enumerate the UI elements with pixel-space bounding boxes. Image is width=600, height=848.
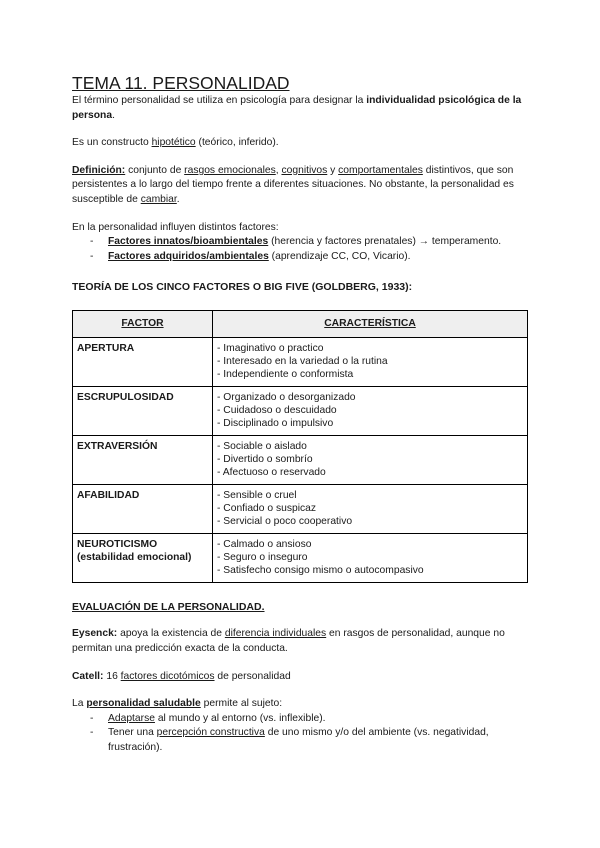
characteristic-item: - Cuidadoso o descuidado	[217, 405, 523, 418]
factor-text: (herencia y factores prenatales) → temperamento.	[268, 236, 502, 248]
catell-paragraph	[72, 670, 528, 685]
catell-text-1: 16	[103, 670, 121, 682]
characteristic-item: - Interesado en la variedad o la rutina	[217, 356, 523, 369]
factor-text: (aprendizaje CC, CO, Vicario).	[268, 250, 411, 262]
characteristic-item: - Calmado o ansioso	[217, 539, 523, 552]
list-item	[90, 235, 528, 250]
characteristic-item: - Sociable o aislado	[217, 441, 523, 454]
factor-cell	[73, 485, 213, 534]
characteristic-item: - Seguro o inseguro	[217, 552, 523, 565]
catell-label: Catell:	[72, 670, 104, 682]
intro-bold: individualidad psicológica de la persona	[72, 95, 522, 121]
factor-label: Factores innatos/bioambientales	[108, 236, 269, 248]
characteristic-item: - Satisfecho consigo mismo o autocompasivo	[217, 565, 523, 578]
definition-term-1: rasgos emocionales	[184, 164, 276, 176]
definition-text-5: .	[176, 193, 180, 205]
healthy-text-1: La	[72, 698, 87, 710]
healthy-item-text: al mundo y al entorno (vs. inflexible).	[154, 712, 326, 724]
table-row	[73, 338, 528, 387]
factor-name: APERTURA	[77, 343, 135, 355]
intro-paragraph	[72, 94, 528, 123]
table-header-row	[73, 311, 528, 338]
characteristics-cell	[213, 338, 528, 387]
healthy-item-term: Adaptarse	[108, 712, 155, 724]
factors-list	[72, 235, 528, 264]
definition-text-1: conjunto de	[125, 164, 185, 176]
table-row	[73, 436, 528, 485]
list-item	[90, 726, 528, 755]
healthy-term: personalidad saludable	[86, 698, 201, 710]
factors-intro: En la personalidad influyen distintos factores:	[72, 221, 279, 233]
healthy-text-2: permite al sujeto:	[200, 698, 283, 710]
eysenck-text-2: en rasgos de personalidad, aunque no permitan una predicción exacta de la conducta.	[72, 628, 505, 654]
factor-name: ESCRUPULOSIDAD	[77, 392, 174, 404]
column-header-characteristic: CARACTERÍSTICA	[213, 311, 528, 338]
characteristic-item: - Confiado o suspicaz	[217, 503, 523, 516]
healthy-list	[72, 712, 528, 756]
construct-text: Es un constructo	[72, 137, 152, 149]
eysenck-paragraph	[72, 627, 528, 656]
healthy-item-text: de uno mismo y/o del ambiente (vs. negatividad, frustración).	[108, 727, 489, 753]
eysenck-label: Eysenck:	[72, 628, 118, 640]
factor-cell	[73, 387, 213, 436]
column-header-factor: FACTOR	[73, 311, 213, 338]
definition-text-4: distintivos, que son persistentes a lo largo del tiempo frente a diferentes situaciones. No obstante, la personalidad es susceptible de	[72, 164, 514, 205]
definition-label: Definición:	[72, 164, 126, 176]
characteristic-item: - Servicial o poco cooperativo	[217, 516, 523, 529]
page-title: TEMA 11. PERSONALIDAD	[72, 73, 290, 93]
table-row	[73, 485, 528, 534]
catell-term: factores dicotómicos	[120, 670, 215, 682]
characteristics-cell	[213, 534, 528, 583]
definition-paragraph	[72, 164, 528, 208]
characteristic-item: - Independiente o conformista	[217, 369, 523, 382]
intro-text: El término personalidad se utiliza en psicología para designar la	[72, 95, 367, 106]
characteristic-item: - Divertido o sombrío	[217, 454, 523, 467]
definition-text-2: ,	[275, 164, 282, 176]
eysenck-term: diferencia individuales	[224, 628, 327, 640]
definition-term-2: cognitivos	[281, 164, 328, 176]
factor-name: NEUROTICISMO	[77, 539, 158, 551]
characteristics-cell	[213, 485, 528, 534]
characteristic-item: - Afectuoso o reservado	[217, 467, 523, 480]
construct-text-end: (teórico, inferido).	[195, 137, 279, 149]
catell-text-2: de personalidad	[214, 670, 291, 682]
construct-underline: hipotético	[151, 137, 196, 149]
factor-label: Factores adquiridos/ambientales	[108, 250, 269, 262]
eysenck-text-1: apoya la existencia de	[117, 628, 225, 640]
definition-text-3: y	[327, 164, 339, 176]
factor-cell	[73, 534, 213, 583]
intro-text-end: .	[112, 109, 115, 121]
characteristics-cell	[213, 436, 528, 485]
factor-name: AFABILIDAD	[77, 490, 140, 502]
characteristic-item: - Sensible o cruel	[217, 490, 523, 503]
factor-cell	[73, 436, 213, 485]
list-item	[90, 250, 528, 265]
list-item	[90, 712, 528, 727]
factor-cell	[73, 338, 213, 387]
construct-paragraph	[72, 136, 528, 151]
factor-subtitle: (estabilidad emocional)	[77, 551, 192, 563]
big-five-table	[72, 310, 528, 583]
definition-term-4: cambiar	[140, 193, 177, 205]
table-row	[73, 534, 528, 583]
characteristic-item: - Organizado o desorganizado	[217, 392, 523, 405]
characteristics-cell	[213, 387, 528, 436]
healthy-item-pre: Tener una	[108, 727, 157, 739]
healthy-item-term: percepción constructiva	[156, 727, 265, 739]
definition-term-3: comportamentales	[338, 164, 423, 176]
evaluation-heading: EVALUACIÓN DE LA PERSONALIDAD.	[72, 601, 265, 614]
characteristic-item: - Imaginativo o practico	[217, 343, 523, 356]
characteristic-item: - Disciplinado o impulsivo	[217, 418, 523, 431]
theory-heading: TEORÍA DE LOS CINCO FACTORES O BIG FIVE (GOLDBERG, 1933):	[72, 281, 413, 294]
healthy-paragraph	[72, 697, 528, 712]
factor-name: EXTRAVERSIÓN	[77, 441, 158, 453]
table-row	[73, 387, 528, 436]
document-page	[72, 72, 528, 756]
